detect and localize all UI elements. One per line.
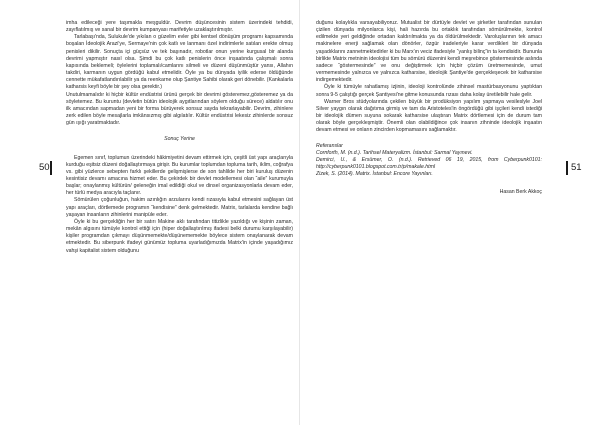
right-page-text-column: [316, 20, 542, 196]
right-page-number: 51: [571, 162, 582, 173]
section-title: Sonuç Yerine: [164, 136, 195, 143]
section-paragraph-3: Öyle ki bu gerçekliğin her bir satırı Makine aklı tarafından titizlikle yazıldığı ve kişinin zaman, mekân algısını tümüyle kontrol ettiği için (hiper doğallaştırılmış ifadesi belki durumu karşılayabilir) kişiler programdan çıkmayı düşünmemekte/düşünememekte böylece sistem onaylanarak devam etmektedir. Bu siberpunk ifadeyi günümüz topluma uyarladığımızda Matrix'in içinde yaşadığımız vahşi kapitalist sistem olduğunu: [66, 218, 293, 254]
right-page-marker: [566, 161, 568, 175]
reference-item: Zizek, S. (2014). Matrix. İstanbul: Encore Yayınları.: [316, 171, 433, 178]
left-page-text-column: [66, 20, 293, 255]
section-paragraph-2: Sömürülen çoğunluğun, hakim azınlığın arzularını kendi rızasıyla kabul etmesini sağlayan üst yapı araçları, dörtlemede programın “kendisine” denk gelmektedir. Matrix, tarlalarda kendine bağlı yaşayan insanların zihinlerini manipüle eder.: [66, 197, 293, 218]
right-paragraph-1: duğunu kolaylıkla varsayabiliyoruz. Mutualist bir dürtüyle devlet ve şirketler tarafından sunulan çizilen dünyada milyonlarca kişi, hali hazırda bu ortaklık tarafından sömürülmekte, kontrol edilmekte yeri geldiğinde ortadan kaldırılmakta ya da öldürülmektedir. Varoluşlarının tek amacı makinelere enerji sağlamak olan dönörler, özgür iradeleriyle karar verdikleri bir dünyada yaşadıklarını zannetmektedirler ki bu Marx'ın veciz ifadesiyle “yanlış bilinç”in ta kendisidir. Bununla birlikte Matrix metninin ideolojisi tüm bu sömürü düzenini kendi meşrebince göstermesinde aslında sadece “göstermesinde” ve onu değiştirmek için hiçbir çözüm üretmemesinde, umut vermemesinde yalnızca ve yalnızca katharsise, ideolojik Şantiye'de gerçekleşecek bir katharsise indirgemektedir.: [316, 20, 542, 84]
left-paragraph-2: Tarlabaşı'nda, Sulukule'de yıkılan o güzelim evler gibi kentsel dönüşüm programı kapsamında boşalan İdeolojik Arazi'ye, Sermaye'nin çok katlı ve lanmanı özel indirimlerle satılan erekte olmuş penisleri dikilir. Sonuçta içi güçsüz ve tek başınadır, robotlar onun yerine kurgusal bir alanda devrimi yapmıştır nasıl olsa. Şimdi bu çok katlı penislerin önce inşaatında çalışmalı sonra kapısında beklemeli; öylelerini toplamalı/camlarını silmeli ve düzeni düşünmüştür yansı, Allahın takdiri, karmanın uygun gördüğü kabul etmelidir. Öyle ya bu dünyada iyilik edersе öldüğünde cennette mükafatlandırılabilir ya da reenkarne olup Şantiye Sahibi olarak geri dönebilir. (Kankalarla katharsis keyfi böyle bir şey olsa gerektir.): [66, 34, 293, 91]
right-paragraph-3: Warner Bros stüdyolarında çekilen büyük bir prodüksiyon yapılım yapmaya vesileslyle Joel Silver yaygın olarak dağıtıma girmiş ve tam da Aristoteles'in öngördüğü gibi işçileri kendi istediği bir ideolojik dümen suyuna sokarak katharsise ulaştıran Matrix dörtlemesi için de durum tam olarak böyle gerçekleşmiştir. Önemli olan olabildiğince çok insanın zihninde ideolojik inşaatın devam etmesi ve onların zincirden kopmamasını sağlamaktır.: [316, 98, 542, 134]
left-paragraph-1: imha edileceği yere taşımakla meşguldür. Devrim düşüncesinin sistem üzerindeki tehdidi, zayıflatılmış ve sanal bir devrim kumpanyası marifetiyle uzaklaştırılmıştır.: [66, 20, 293, 34]
reference-item: Demirci, U., & Ersümer, O. (n.d.). Retrieved 06 19, 2015, from Cyberpunk0101: http://cyberpunk0101.blogspot.com.tr/p/makale.html: [316, 156, 542, 170]
left-page-marker: [50, 161, 52, 175]
author-name: Hasan Berk Akkoç: [499, 189, 542, 196]
left-paragraph-3: Unutulmamalıdır ki hiçbir kültür endüstrisi ürünü gerçek bir devrimi gösteremez,gösteremez ya da söyletemez. Bu kuruntu (devletin bütün ideolojik aygıtlarından söylem olduğu sürece) aldatılır onu ilk amacından sapmadan yeni bir forma bürüyerek sonsuz sayda tekrarlayabilir. Devrim, zihinlere zerk edilen böyle mesajlarla imkânsızmış gibi algılatılır. Kültür endüstrisi lekesiz zihinlerde sonsuz gün ışığı yaratmaktadır.: [66, 91, 293, 127]
reference-item: Cornforth, M. (n.d.). Tarihsel Materyalizm. İstanbul: Sarmal Yayınevi.: [316, 149, 473, 156]
right-paragraph-2: Öyle ki tümüyle rahatlamış izjinin, ideoloji kontrolünde zihinsel mastürbasyonunu yaptıktan sonra 9-5 çalıştığı gerçek Şantiyesi'ne gitme konusunda rızası daha kolay üretilebilir hale gelir.: [316, 84, 542, 98]
section-paragraph-1: Egemen sınıf, toplumun üzerindeki hâkimiyetini devam ettirmek için, çeşitli üst yapı araçlarıyla kurduğu eşitsiz düzeni doğallaştırmaya girişir. Bu kurumlar toplumdan topluma tarih, iklim, coğrafya vs. gibi yüzlerce sebepten farklı şekillerde gelişmişlerse de son tahlilde her biri kuruluş düzenin kesintisiz devamı amacına hizmet eder. Bu çekirdek bir devlet modellemesi olan “aile” kurumuyla başlar; onaylanmış kültürün/ geleneğin imal edildiği okul ve dinsel organizasyonlarla devam eder, her türlü medya aracıyla taçlanır.: [66, 154, 293, 197]
left-page-number: 50: [39, 162, 50, 173]
references-title: Referanslar: [316, 142, 343, 149]
